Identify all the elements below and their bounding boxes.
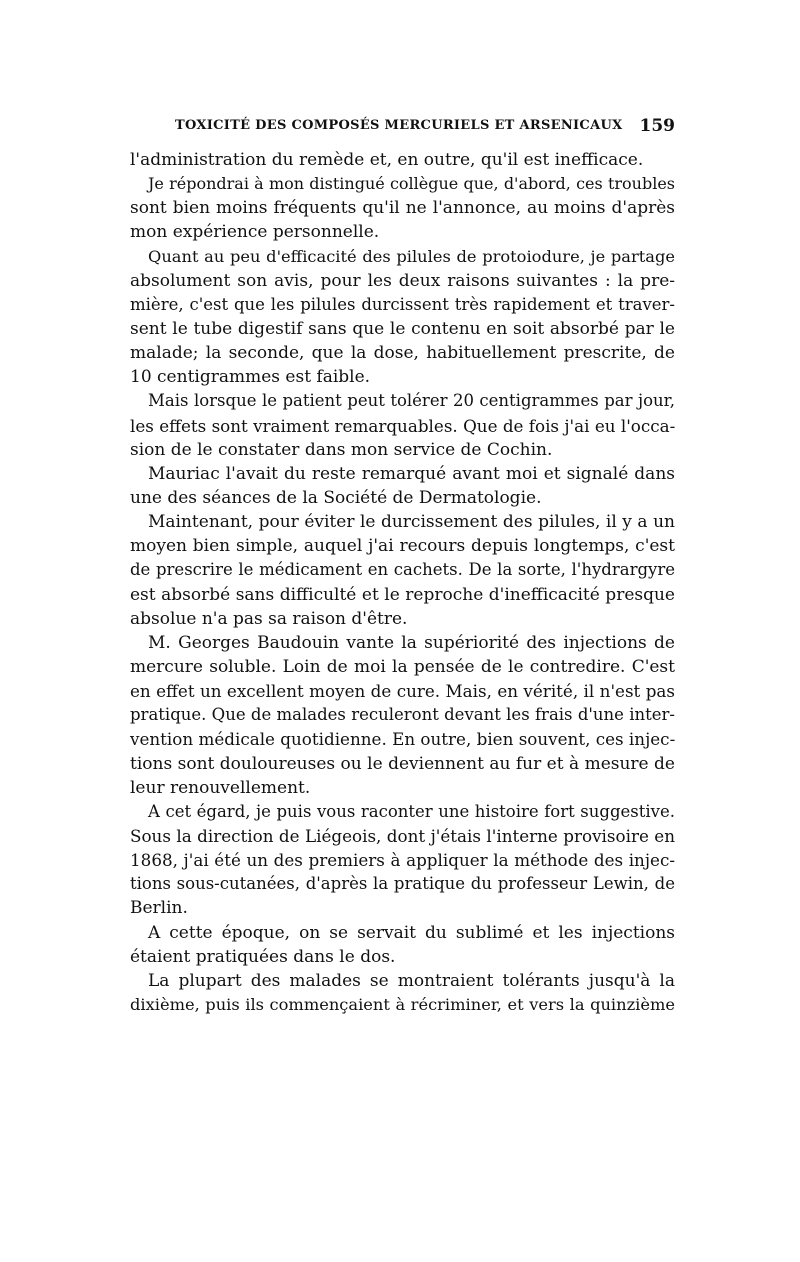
text-line: une des séances de la Société de Dermatologie. [130, 487, 542, 508]
text-line: A cet égard, je puis vous raconter une histoire fort suggestive. [148, 801, 675, 821]
text-line: Quant au peu d'efficacité des pilules de protoiodure, je partage [148, 246, 675, 266]
running-header [130, 118, 675, 140]
text-line: tions sont douloureuses ou le deviennent au fur et à mesure de [130, 753, 675, 774]
text-line: sont bien moins fréquents qu'il ne l'annonce, au moins d'après [130, 198, 675, 219]
text-line: Berlin. [130, 898, 188, 919]
text-line: M. Georges Baudouin vante la supériorité des injections de [148, 632, 675, 653]
text-line: sion de le constater dans mon service de Cochin. [130, 439, 553, 460]
text-line: les effets sont vraiment remarquables. Que de fois j'ai eu l'occa- [130, 415, 676, 436]
text-line: vention médicale quotidienne. En outre, bien souvent, ces injec- [130, 729, 676, 750]
text-line: 1868, j'ai été un des premiers à appliquer la méthode des injec- [130, 850, 675, 871]
text-line: dixième, puis ils commençaient à récriminer, et vers la quinzième [130, 994, 675, 1014]
text-line: mercure soluble. Loin de moi la pensée de le contredire. C'est [130, 656, 675, 677]
running-header-title: TOXICITÉ DES COMPOSÉS MERCURIELS ET ARSENICAUX [175, 118, 623, 133]
text-line: La plupart des malades se montraient tolérants jusqu'à la [148, 970, 675, 991]
text-line: moyen bien simple, auquel j'ai recours depuis longtemps, c'est [130, 536, 675, 557]
text-line: tions sous-cutanées, d'après la pratique du professeur Lewin, de [130, 874, 675, 894]
text-line: en effet un excellent moyen de cure. Mais, en vérité, il n'est pas [130, 681, 675, 702]
text-line: Mais lorsque le patient peut tolérer 20 centigrammes par jour, [148, 391, 675, 411]
text-line: mière, c'est que les pilules durcissent très rapidement et traver- [130, 294, 675, 314]
text-line: Maintenant, pour éviter le durcissement des pilules, il y a un [148, 512, 675, 533]
text-line: de prescrire le médicament en cachets. De la sorte, l'hydrargyre [130, 560, 675, 580]
text-line: malade; la seconde, que la dose, habituellement prescrite, de [130, 343, 675, 364]
text-line: étaient pratiquées dans le dos. [130, 946, 396, 967]
text-line: Je répondrai à mon distingué collègue que, d'abord, ces troubles [148, 174, 675, 194]
body-text [130, 148, 675, 1017]
text-line: l'administration du remède et, en outre, qu'il est inefficace. [130, 150, 644, 170]
page-number: 159 [639, 116, 675, 136]
text-line: est absorbé sans difficulté et le reproche d'inefficacité presque [130, 584, 675, 605]
text-line: pratique. Que de malades reculeront devant les frais d'une inter- [130, 705, 675, 725]
text-line: A cette époque, on se servait du sublimé et les injections [148, 922, 675, 943]
text-line: leur renouvellement. [130, 777, 311, 798]
text-line: absolue n'a pas sa raison d'être. [130, 608, 408, 629]
text-line: Mauriac l'avait du reste remarqué avant moi et signalé dans [148, 463, 675, 484]
text-line: absolument son avis, pour les deux raisons suivantes : la pre- [130, 270, 675, 291]
text-line: Sous la direction de Liégeois, dont j'étais l'interne provisoire en [130, 825, 675, 846]
text-line: mon expérience personnelle. [130, 222, 380, 243]
text-line: 10 centigrammes est faible. [130, 367, 371, 388]
text-line: sent le tube digestif sans que le contenu en soit absorbé par le [130, 318, 675, 339]
